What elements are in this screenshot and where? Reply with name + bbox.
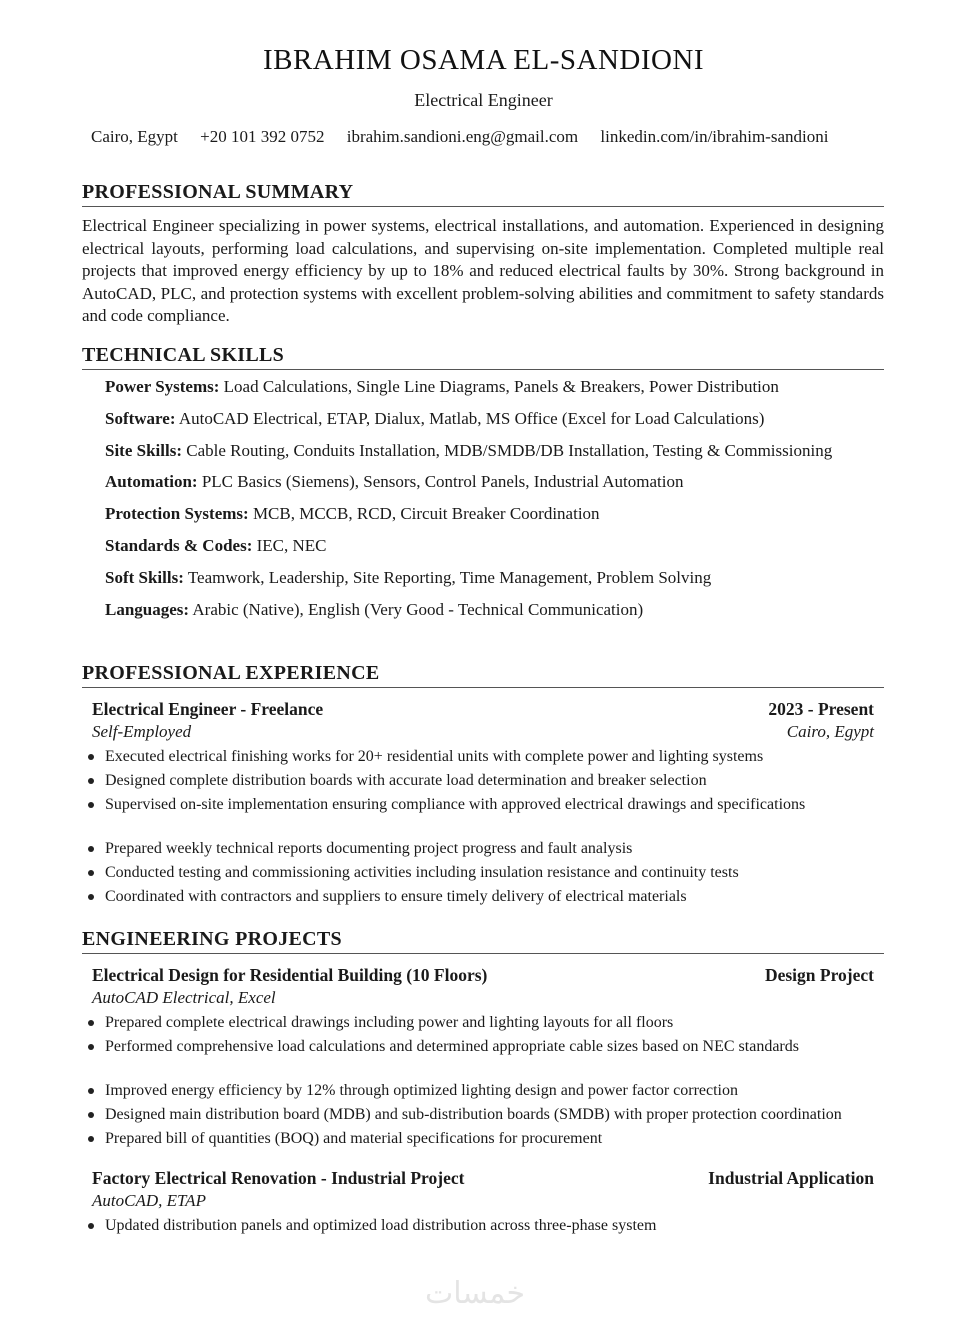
skill-value: MCB, MCCB, RCD, Circuit Breaker Coordination — [252, 504, 600, 524]
job-company: Self-Employed — [92, 722, 192, 741]
contact-email[interactable]: ibrahim.sandioni.eng@gmail.com — [346, 127, 579, 146]
contact-phone[interactable]: +20 101 392 0752 — [200, 127, 325, 146]
bullet-text: Updated distribution panels and optimized load distribution across three-phase system — [105, 1217, 657, 1234]
skill-label: Site Skills: — [105, 440, 182, 460]
bullet-text: Supervised on-site implementation ensuring compliance with approved electrical drawings and specifications — [105, 796, 806, 813]
skill-label: Soft Skills: — [105, 567, 184, 587]
skill-label: Languages: — [105, 599, 190, 619]
skill-value: AutoCAD Electrical, ETAP, Dialux, Matlab, MS Office (Excel for Load Calculations) — [178, 408, 765, 428]
bullet-item — [82, 1037, 884, 1057]
entry-header — [82, 964, 884, 987]
bullet-text: Prepared complete electrical drawings including power and lighting layouts for all floors — [105, 1014, 674, 1031]
bullet-item — [82, 1013, 884, 1033]
project-type: Industrial Application — [708, 1168, 874, 1188]
contact-line — [91, 127, 828, 147]
bullet-item — [82, 1129, 884, 1149]
experience-entry — [82, 698, 884, 907]
bullet-icon — [88, 1020, 94, 1026]
project-entry — [82, 964, 884, 1149]
bullet-item — [82, 887, 884, 907]
section-divider — [82, 206, 884, 207]
entry-subheader — [82, 721, 884, 743]
candidate-name: IBRAHIM OSAMA EL-SANDIONI — [262, 44, 705, 76]
skill-value: PLC Basics (Siemens), Sensors, Control Panels, Industrial Automation — [201, 472, 684, 492]
project-tools: AutoCAD, ETAP — [92, 1191, 206, 1210]
bullet-icon — [88, 894, 94, 900]
bullet-text: Designed complete distribution boards with accurate load determination and breaker selection — [105, 772, 707, 789]
skill-value: Teamwork, Leadership, Site Reporting, Time Management, Problem Solving — [187, 567, 712, 587]
experience-section — [82, 661, 884, 911]
summary-text: Electrical Engineer specializing in power systems, electrical installations, and automation. Experienced in designing electrical layouts, performing load calculations, and supervising on-site implementation. Completed multiple real projects that improved energy efficiency by up to 18% and reduced electrical faults by 30%. Strong background in AutoCAD, PLC, and protection systems with excellent problem-solving abilities and commitment to safety standards and code compliance. — [82, 216, 884, 326]
skill-label: Software: — [105, 408, 176, 428]
bullet-list — [82, 747, 884, 907]
bullet-list — [82, 1013, 884, 1149]
entry-header — [82, 698, 884, 721]
bullet-text: Prepared weekly technical reports documenting project progress and fault analysis — [105, 840, 633, 857]
section-divider — [82, 953, 884, 954]
skill-value: Cable Routing, Conduits Installation, MDB/SMDB/DB Installation, Testing & Commissioning — [186, 440, 833, 460]
bullet-item — [82, 1081, 884, 1101]
bullet-icon — [88, 846, 94, 852]
skill-label: Protection Systems: — [105, 504, 249, 524]
bullet-text: Improved energy efficiency by 12% through optimized lighting design and power factor correction — [105, 1082, 738, 1099]
bullet-item — [82, 1216, 884, 1236]
section-heading: TECHNICAL SKILLS — [82, 344, 285, 366]
job-location: Cairo, Egypt — [786, 722, 874, 741]
skill-row — [105, 471, 884, 493]
bullet-item — [82, 795, 884, 815]
bullet-text: Conducted testing and commissioning activities including insulation resistance and continuity tests — [105, 864, 739, 881]
skill-label: Power Systems: — [105, 377, 220, 396]
skill-row — [105, 408, 884, 430]
entry-subheader — [82, 1190, 884, 1212]
bullet-text: Coordinated with contractors and suppliers to ensure timely delivery of electrical materials — [105, 888, 687, 905]
bullet-item — [82, 771, 884, 791]
section-divider — [82, 687, 884, 688]
skill-label: Standards & Codes: — [105, 535, 253, 555]
watermark-logo: خمسات — [425, 1276, 526, 1311]
skill-row — [105, 535, 884, 557]
skill-row — [105, 440, 884, 462]
skill-row — [105, 503, 884, 525]
bullet-icon — [88, 1088, 94, 1094]
entry-subheader — [82, 987, 884, 1009]
bullet-list — [82, 1216, 884, 1236]
bullet-text: Designed main distribution board (MDB) and sub-distribution boards (SMDB) with proper protection coordination — [105, 1106, 842, 1123]
bullet-item — [82, 839, 884, 859]
section-divider — [82, 369, 884, 370]
skill-value: Arabic (Native), English (Very Good - Technical Communication) — [192, 599, 644, 619]
contact-linkedin[interactable]: linkedin.com/in/ibrahim-sandioni — [600, 127, 829, 146]
bullet-icon — [88, 870, 94, 876]
skills-list — [82, 376, 884, 621]
bullet-item — [82, 1105, 884, 1125]
section-heading: ENGINEERING PROJECTS — [82, 928, 342, 950]
contact-location: Cairo, Egypt — [91, 127, 178, 146]
section-heading: PROFESSIONAL EXPERIENCE — [82, 662, 380, 684]
skill-value: IEC, NEC — [256, 535, 327, 555]
bullet-icon — [88, 1044, 94, 1050]
project-title: Electrical Design for Residential Building (10 Floors) — [92, 965, 488, 985]
project-entry — [82, 1167, 884, 1236]
bullet-icon — [88, 1136, 94, 1142]
project-type: Design Project — [764, 965, 874, 985]
bullet-icon — [88, 1223, 94, 1229]
bullet-item — [82, 747, 884, 767]
candidate-title: Electrical Engineer — [414, 90, 553, 110]
skill-label: Automation: — [105, 472, 198, 492]
bullet-icon — [88, 802, 94, 808]
job-dates: 2023 - Present — [768, 699, 874, 719]
project-tools: AutoCAD Electrical, Excel — [92, 988, 276, 1007]
bullet-icon — [88, 778, 94, 784]
skill-value: Load Calculations, Single Line Diagrams, Panels & Breakers, Power Distribution — [223, 377, 779, 396]
skill-row — [105, 599, 884, 621]
entry-header — [82, 1167, 884, 1190]
bullet-text: Prepared bill of quantities (BOQ) and material specifications for procurement — [105, 1130, 603, 1147]
skills-section — [82, 343, 884, 630]
skill-row — [105, 567, 884, 589]
bullet-text: Performed comprehensive load calculations and determined appropriate cable sizes based on NEC standards — [105, 1038, 799, 1055]
section-heading: PROFESSIONAL SUMMARY — [82, 181, 354, 203]
projects-section — [82, 927, 884, 1240]
summary-section — [82, 180, 884, 328]
job-role: Electrical Engineer - Freelance — [92, 699, 324, 719]
bullet-icon — [88, 1112, 94, 1118]
bullet-text: Executed electrical finishing works for 20+ residential units with complete power and lighting systems — [105, 748, 764, 765]
project-title: Factory Electrical Renovation - Industrial Project — [92, 1168, 465, 1188]
bullet-item — [82, 863, 884, 883]
bullet-icon — [88, 754, 94, 760]
skill-row — [105, 376, 884, 398]
